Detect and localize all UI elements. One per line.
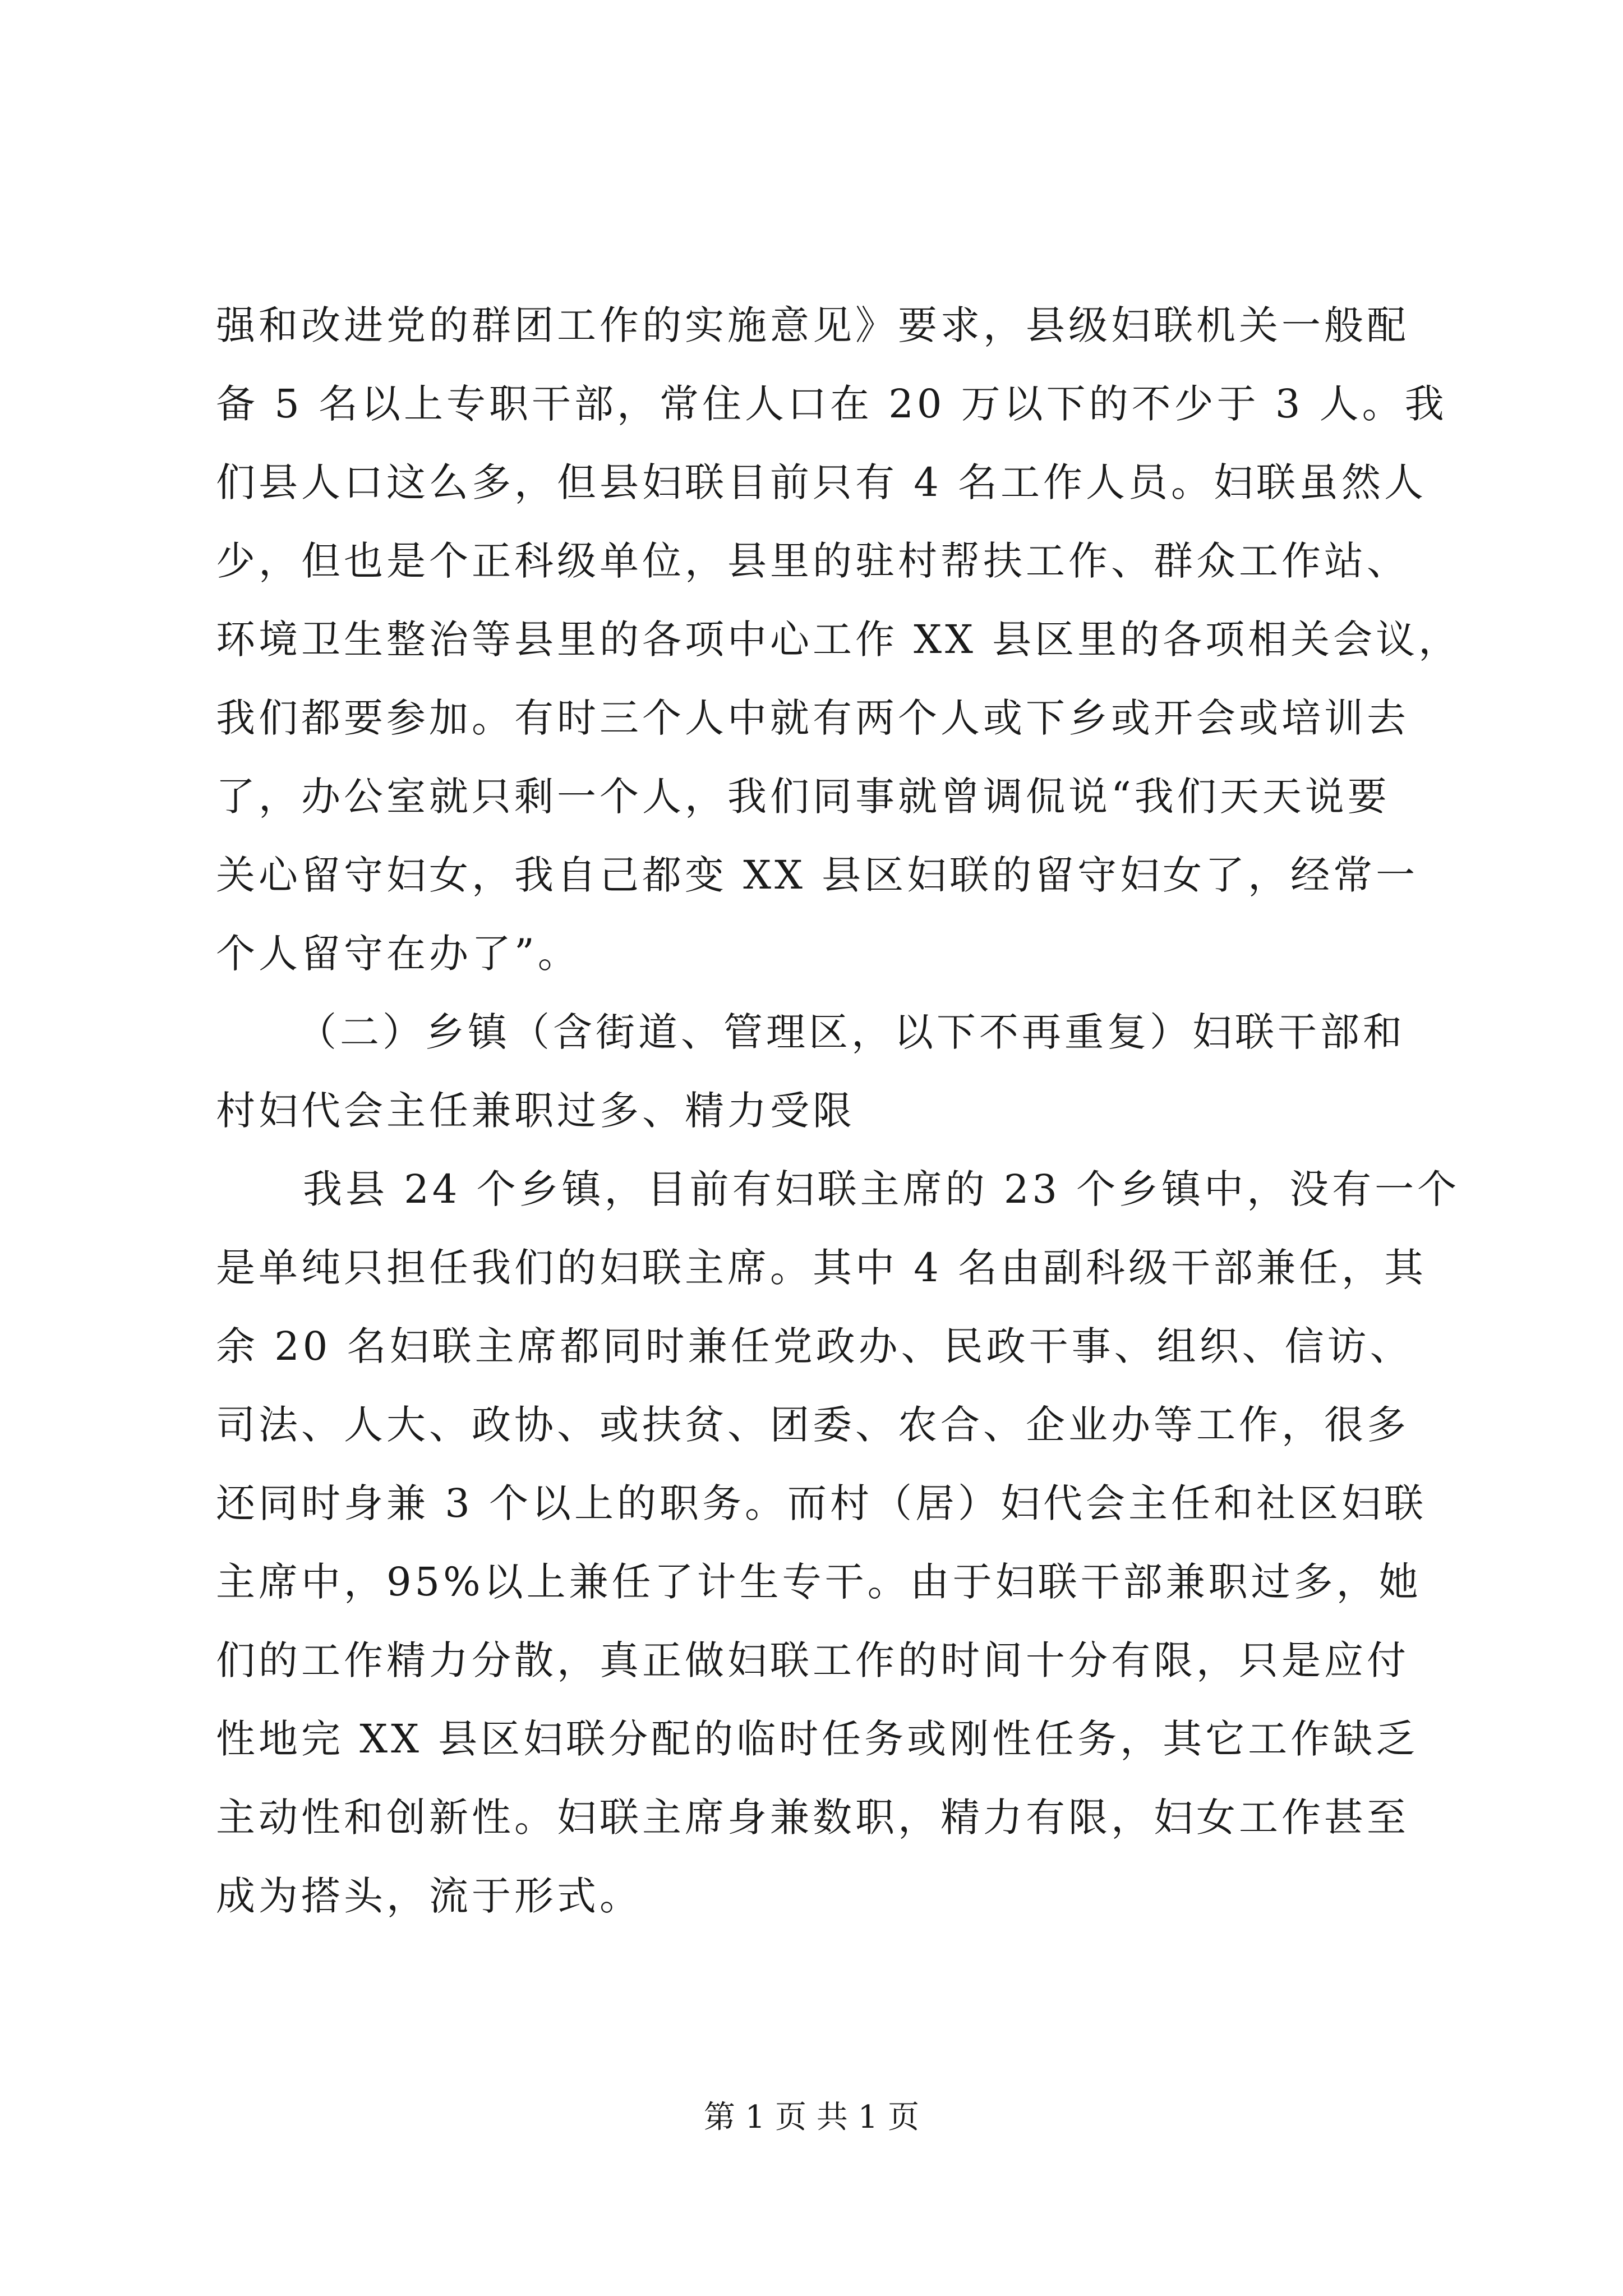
paragraph-line: 少，但也是个正科级单位，县里的驻村帮扶工作、群众工作站、 [216,538,1409,584]
paragraph-line: 了，办公室就只剩一个人，我们同事就曾调侃说“我们天天说要 [216,774,1390,820]
paragraph-line: 我县 24 个乡镇，目前有妇联主席的 23 个乡镇中，没有一个 [303,1166,1460,1212]
paragraph-line: 性地完 XX 县区妇联分配的临时任务或刚性任务，其它工作缺乏 [216,1716,1419,1762]
paragraph-line: 还同时身兼 3 个以上的职务。而村（居）妇代会主任和社区妇联 [216,1480,1427,1526]
paragraph-line: 是单纯只担任我们的妇联主席。其中 4 名由副科级干部兼任，其 [216,1245,1427,1291]
paragraph-line: 余 20 名妇联主席都同时兼任党政办、民政干事、组织、信访、 [216,1323,1413,1369]
paragraph-line: 司法、人大、政协、或扶贫、团委、农合、企业办等工作，很多 [216,1402,1409,1448]
paragraph-line: 关心留守妇女，我自己都变 XX 县区妇联的留守妇女了，经常一 [216,852,1419,898]
paragraph-line: 环境卫生整治等县里的各项中心工作 XX 县区里的各项相关会议， [216,616,1461,662]
paragraph-line: 主动性和创新性。妇联主席身兼数职，精力有限，妇女工作甚至 [216,1795,1409,1841]
paragraph-line: 备 5 名以上专职干部，常住人口在 20 万以下的不少于 3 人。我 [216,381,1447,427]
paragraph-line: 我们都要参加。有时三个人中就有两个人或下乡或开会或培训去 [216,695,1409,741]
paragraph-line: 强和改进党的群团工作的实施意见》要求，县级妇联机关一般配 [216,302,1409,348]
paragraph-line: 成为搭头，流于形式。 [216,1873,642,1919]
paragraph-line: 个人留守在办了”。 [216,931,580,977]
paragraph-line: 们县人口这么多，但县妇联目前只有 4 名工作人员。妇联虽然人 [216,459,1427,505]
paragraph-line: 们的工作精力分散，真正做妇联工作的时间十分有限，只是应付 [216,1637,1409,1683]
paragraph-line: 主席中，95%以上兼任了计生专干。由于妇联干部兼职过多，她 [216,1559,1422,1605]
page-footer: 第 1 页 共 1 页 [703,2099,920,2136]
section-heading-line: （二）乡镇（含街道、管理区，以下不再重复）妇联干部和 [297,1009,1405,1055]
section-heading-line: 村妇代会主任兼职过多、精力受限 [216,1088,855,1134]
